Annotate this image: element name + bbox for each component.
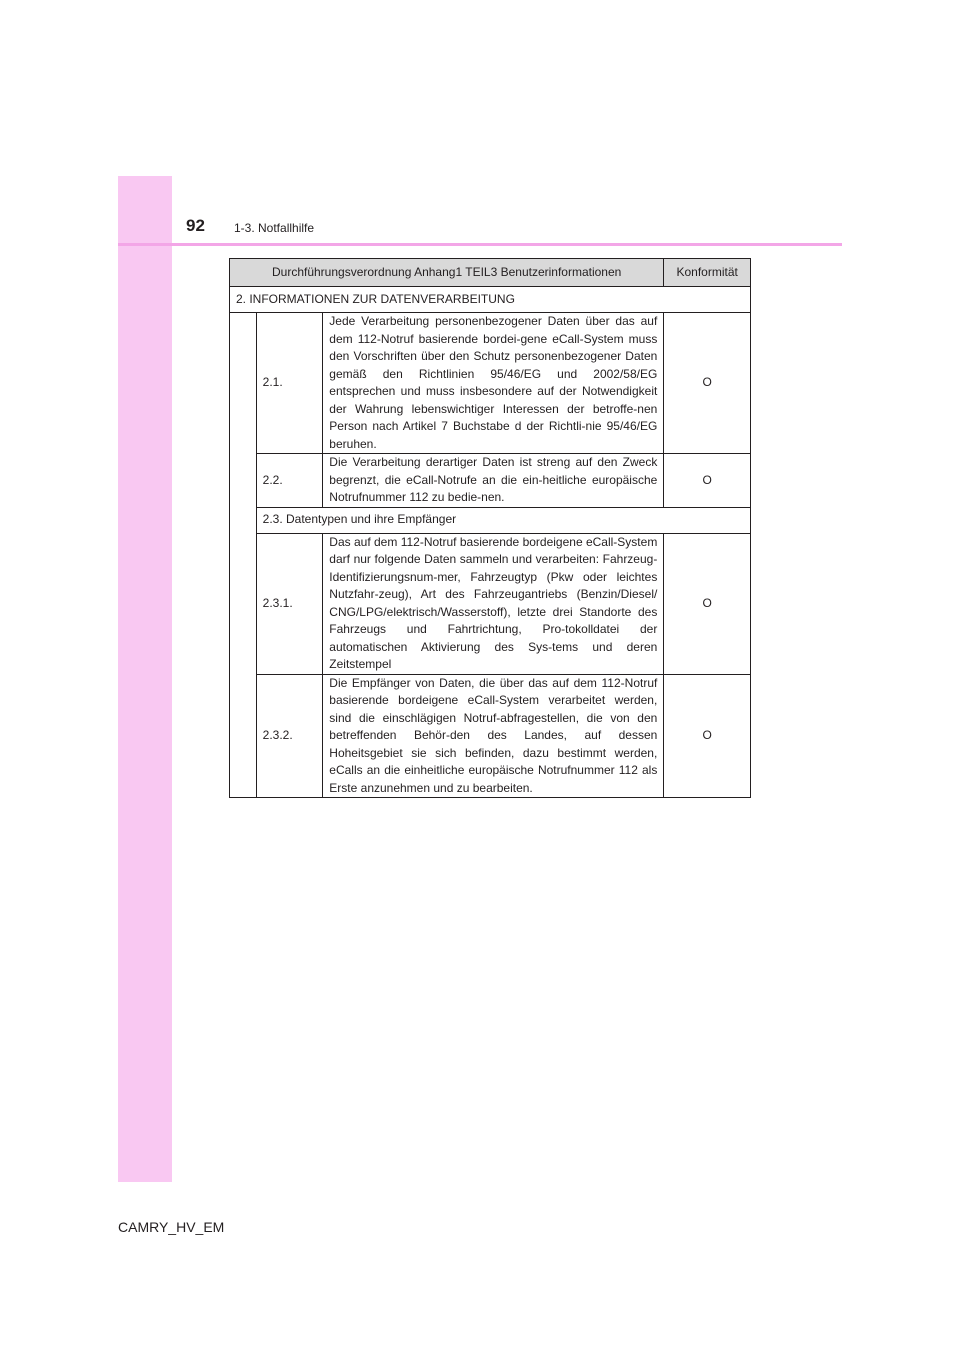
row-text: Das auf dem 112-Notruf basierende bordeigene eCall-System darf nur folgende Daten sammeln und verarbeiten: Fahrzeug-Identifizierungsnum-mer, Fahrzeugtyp (Pkw oder leichtes Nutzfahr-zeug), Art des Fahrzeugantriebs (Benzin/Diesel/ CNG/LPG/elektrisch/Wasserstoff), letzte drei Standorte des Fahrzeugs und Fahrtrichtung, Pro-tokolldatei der automatischen Aktivierung des Sys-tems und deren Zeitstempel (323, 533, 664, 674)
row-text: Jede Verarbeitung personenbezogener Daten über das auf dem 112-Notruf basierende bordei-gene eCall-System muss den Vorschriften über den Schutz personenbezogener Daten gemäß den Richtlinien 95/46/EG und 2002/58/EG entsprechen und muss insbesondere auf der Notwendigkeit der Wahrung lebenswichtiger Interessen der betroffe-nen Person nach Artikel 7 Buchstabe d der Richtli-nie 95/46/EG beruhen. (323, 313, 664, 454)
conformity-column-header: Konformität (664, 259, 751, 287)
row-conformity: O (664, 674, 751, 798)
row-number: 2.3.2. (256, 674, 323, 798)
row-conformity: O (664, 533, 751, 674)
section-row (230, 507, 751, 533)
row-number: 2.3.1. (256, 533, 323, 674)
section-heading-2: 2. INFORMATIONEN ZUR DATENVERARBEITUNG (230, 287, 751, 313)
side-color-band (118, 176, 172, 1182)
row-number: 2.1. (256, 313, 323, 454)
table-row (230, 454, 751, 508)
row-conformity: O (664, 454, 751, 508)
regulation-column-header: Durchführungsverordnung Anhang1 TEIL3 Benutzerinformationen (230, 259, 664, 287)
table-row (230, 533, 751, 674)
table-row (230, 313, 751, 454)
table-row (230, 674, 751, 798)
header-divider (118, 243, 842, 246)
row-text: Die Empfänger von Daten, die über das auf dem 112-Notruf basierende bordeigene eCall-System verarbeitet werden, sind die einschlägigen Notruf-abfragestellen, die von den betreffenden Behör-den des Landes, auf dessen Hoheitsgebiet sie sich befinden, dazu bestimmt werden, eCalls an die einheitliche europäische Notrufnummer 112 als Erste anzunehmen und zu bearbeiten. (323, 674, 664, 798)
row-conformity: O (664, 313, 751, 454)
regulation-table (229, 258, 751, 798)
section-heading-2-3: 2.3. Datentypen und ihre Empfänger (256, 507, 750, 533)
section-row (230, 287, 751, 313)
row-text: Die Verarbeitung derartiger Daten ist streng auf den Zweck begrenzt, die eCall-Notrufe an die ein-heitliche europäische Notrufnummer 112 zu bedie-nen. (323, 454, 664, 508)
model-code: CAMRY_HV_EM (118, 1219, 225, 1235)
row-number: 2.2. (256, 454, 323, 508)
page-number: 92 (186, 216, 205, 235)
indent-cell (230, 313, 257, 798)
table-header-row (230, 259, 751, 287)
section-title: 1-3. Notfallhilfe (234, 221, 315, 235)
